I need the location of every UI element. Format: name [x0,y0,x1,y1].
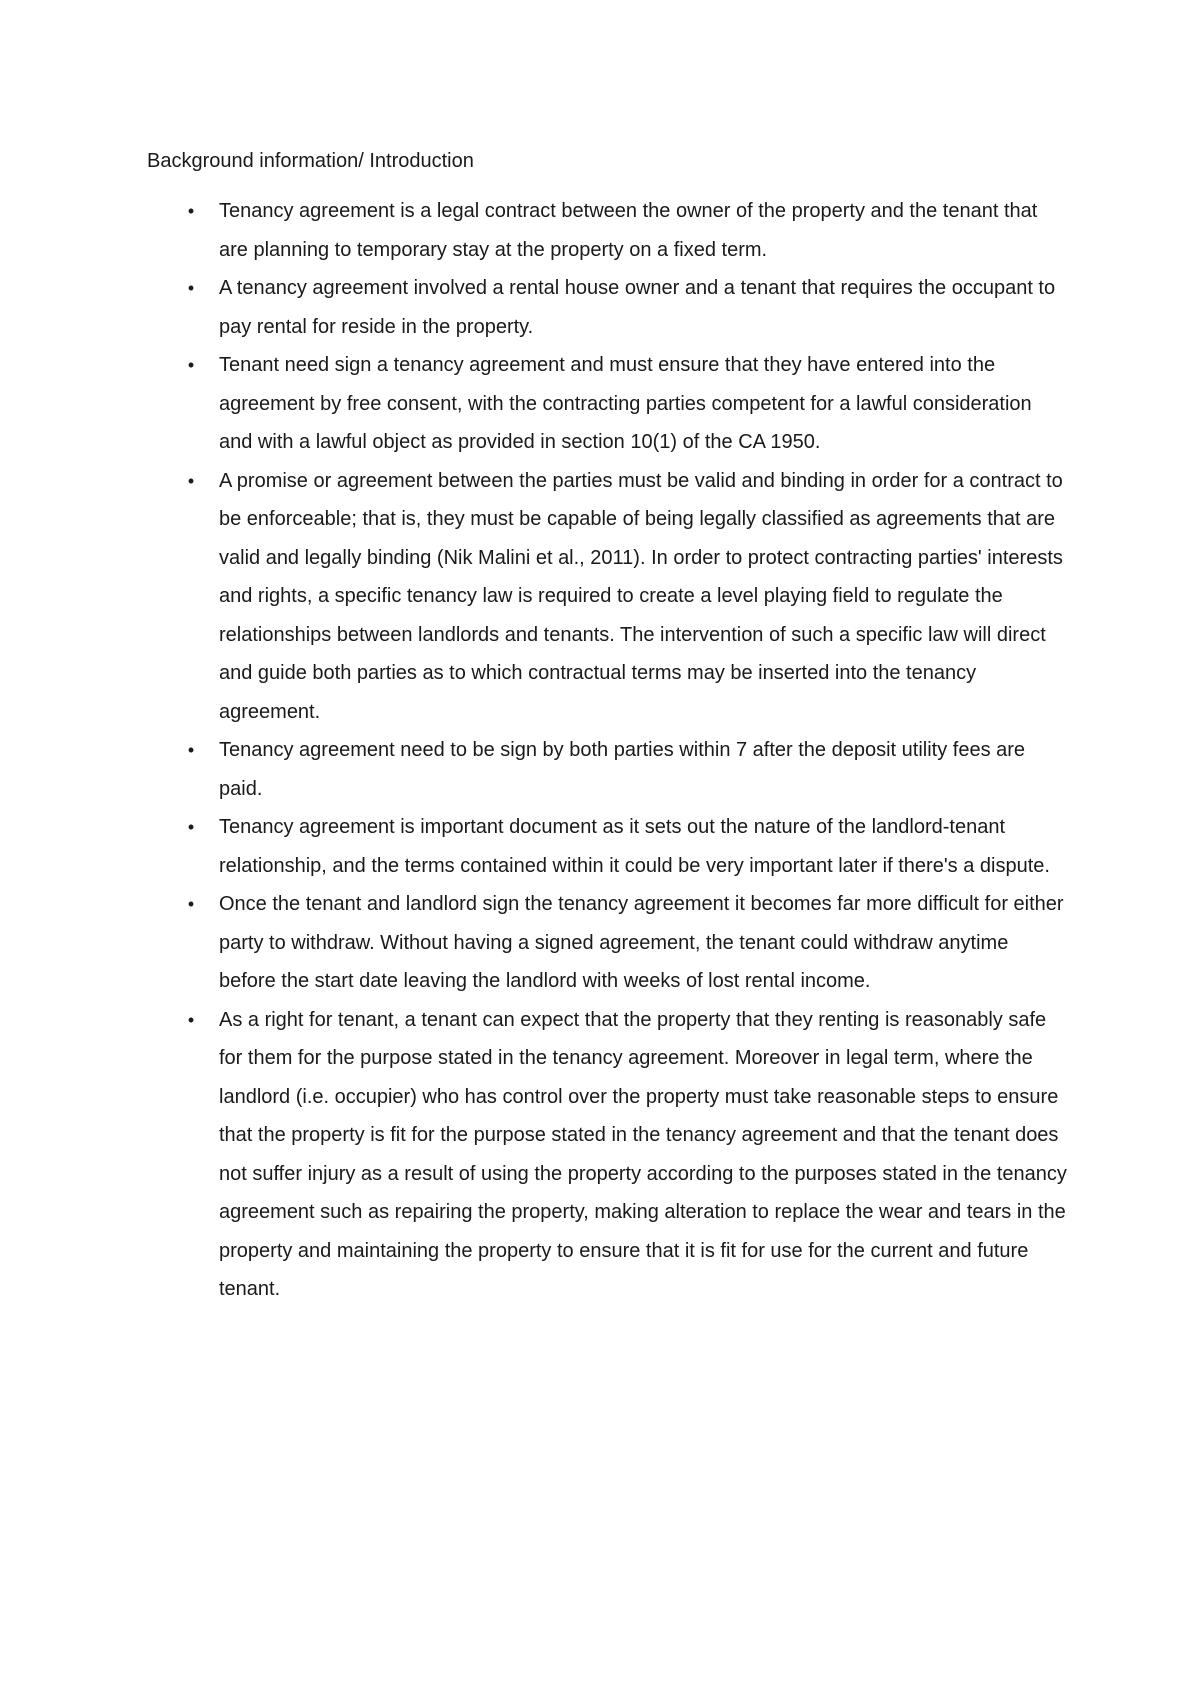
list-item [147,1001,1067,1309]
section-heading: Background information/ Introduction [147,150,474,172]
list-item [147,346,1067,462]
document-body [147,142,1067,1309]
bullet-icon: • [187,201,195,221]
bullet-icon: • [187,1009,195,1030]
list-item-text: A promise or agreement between the parties must be valid and binding in order for a contract to be enforceable; that is, they must be capable of being legally classified as agreements that are valid and legally binding (Nik Malini et al., 2011). In order to protect contracting parties' interests and rights, a specific tenancy law is required to create a level playing field to regulate the relationships between landlords and tenants. The intervention of such a specific law will direct and guide both parties as to which contractual terms may be inserted into the tenancy agreement. [219,469,1063,723]
bullet-icon: • [187,355,195,375]
bullet-list [147,192,1067,1309]
list-item [147,885,1067,1001]
list-item-text: Tenant need sign a tenancy agreement and must ensure that they have entered into the agreement by free consent, with the contracting parties competent for a lawful consideration and with a lawful object as provided in section 10(1) of the CA 1950. [219,354,1032,453]
bullet-icon: • [187,894,195,914]
list-item-text: Tenancy agreement is important document as it sets out the nature of the landlord-tenant relationship, and the terms contained within it could be very important later if there's a dispute. [219,816,1050,877]
list-item [147,269,1067,346]
bullet-icon: • [187,278,195,298]
list-item-text: Tenancy agreement need to be sign by both parties within 7 after the deposit utility fees are paid. [219,739,1026,800]
list-item-text: Tenancy agreement is a legal contract between the owner of the property and the tenant that are planning to temporary stay at the property on a fixed term. [219,200,1038,261]
bullet-icon: • [187,817,195,837]
list-item [147,731,1067,808]
bullet-icon: • [187,470,195,491]
list-item [147,192,1067,269]
bullet-icon: • [187,740,195,760]
list-item [147,462,1067,732]
list-item-text: A tenancy agreement involved a rental house owner and a tenant that requires the occupant to pay rental for reside in the property. [219,277,1056,338]
list-item-text: Once the tenant and landlord sign the tenancy agreement it becomes far more difficult for either party to withdraw. Without having a signed agreement, the tenant could withdraw anytime before the start date leaving the landlord with weeks of lost rental income. [219,893,1064,992]
list-item-text: As a right for tenant, a tenant can expect that the property that they renting is reasonably safe for them for the purpose stated in the tenancy agreement. Moreover in legal term, where the landlord (i.e. occupier) who has control over the property must take reasonable steps to ensure that the property is fit for the purpose stated in the tenancy agreement and that the tenant does not suffer injury as a result of using the property according to the purposes stated in the tenancy agreement such as repairing the property, making alteration to replace the wear and tears in the property and maintaining the property to ensure that it is fit for use for the current and future tenant. [219,1008,1067,1300]
list-item [147,808,1067,885]
